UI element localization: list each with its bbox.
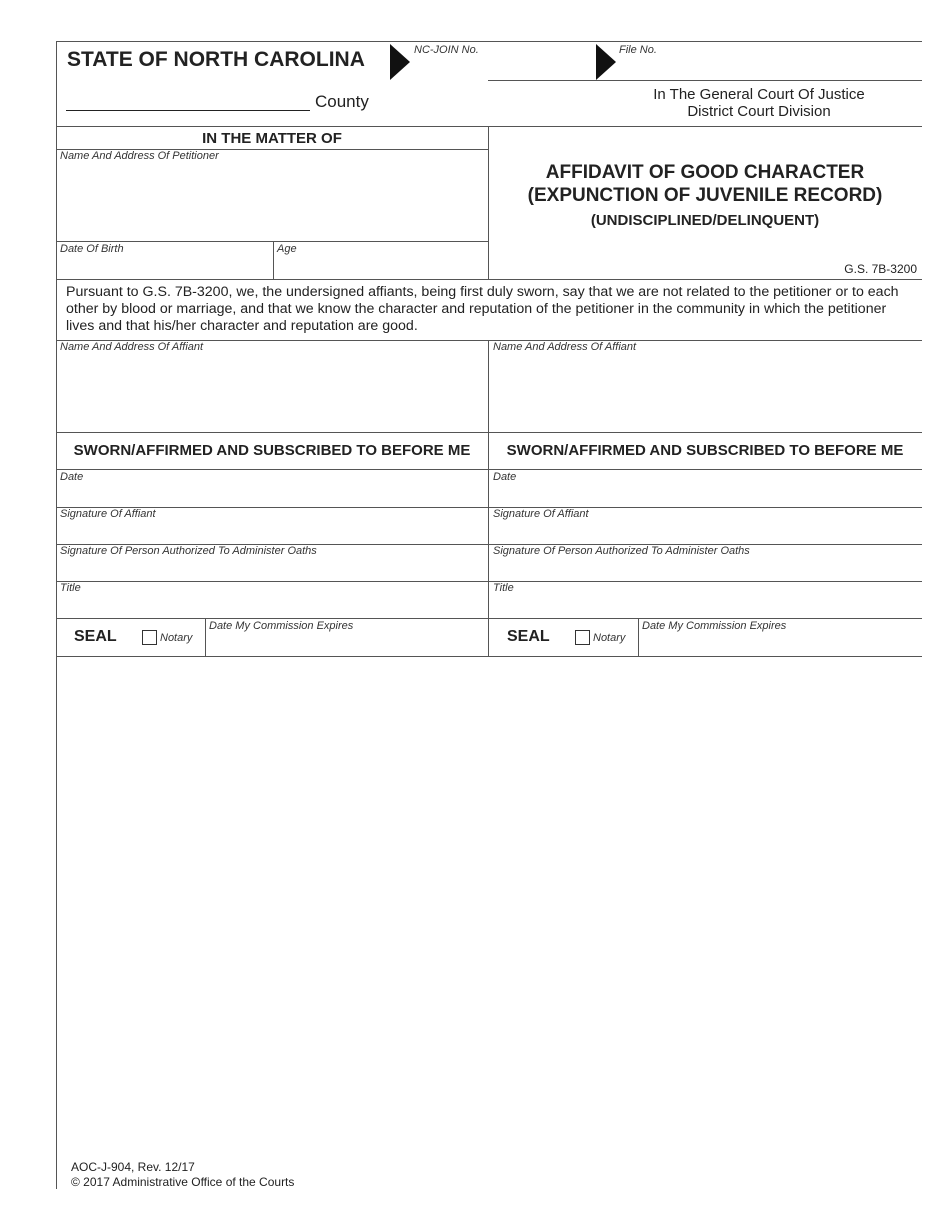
file-no-label: File No. — [619, 44, 657, 56]
date-bottom-line — [56, 507, 922, 508]
title-bottom-line — [56, 618, 922, 619]
county-label: County — [315, 92, 369, 111]
official-signature-bottom-line — [56, 581, 922, 582]
state-title: STATE OF NORTH CAROLINA — [67, 48, 365, 71]
dob-age-divider — [273, 241, 274, 279]
header-divider-right — [488, 80, 922, 81]
affiant-2-sworn-heading: SWORN/AFFIRMED AND SUBSCRIBED TO BEFORE ME — [506, 442, 904, 459]
county-input-line[interactable] — [66, 94, 310, 111]
dob-label: Date Of Birth — [60, 243, 124, 255]
affiant-1-sworn-heading: SWORN/AFFIRMED AND SUBSCRIBED TO BEFORE ME — [73, 442, 471, 459]
nc-join-label: NC-JOIN No. — [414, 44, 479, 56]
affiant-name-bottom-line — [56, 432, 922, 433]
statute-reference: G.S. 7B-3200 — [844, 262, 917, 276]
affiant-1-notary-checkbox[interactable] — [142, 630, 157, 645]
affiant-1-notary-label: Notary — [160, 632, 193, 644]
seal-divider-left — [205, 618, 206, 656]
left-border — [56, 41, 57, 1189]
affidavit-statement: Pursuant to G.S. 7B-3200, we, the undersigned affiants, being first duly sworn, say that we are not related to the petitioner or to each other by blood or marriage, and that we know the character and reputation of the petitioner in the community in which the petitioner lives and that his/her character and reputation are good. — [66, 284, 899, 334]
header-bottom-line — [56, 126, 922, 127]
top-border — [56, 41, 922, 42]
affiant-2-date-field[interactable] — [491, 484, 919, 505]
affiant-2-signature-field[interactable] — [491, 521, 919, 542]
affiant-2-title-field[interactable] — [491, 595, 919, 616]
form-title-line-1: AFFIDAVIT OF GOOD CHARACTER — [545, 162, 865, 183]
nc-join-arrow-icon — [390, 44, 410, 80]
affiant-1-name-label: Name And Address Of Affiant — [60, 341, 204, 353]
affiant-1-official-signature-label: Signature Of Person Authorized To Administer Oaths — [60, 545, 317, 557]
matter-bottom-line — [56, 279, 922, 280]
affiant-1-date-label: Date — [60, 471, 84, 483]
court-line-1: In The General Court Of Justice — [653, 86, 865, 103]
affiant-1-seal-label: SEAL — [74, 628, 117, 645]
file-no-arrow-icon — [596, 44, 616, 80]
nc-join-field[interactable] — [412, 58, 592, 78]
affiant-1-name-field[interactable] — [58, 355, 486, 430]
affiant-1-title-field[interactable] — [58, 595, 486, 616]
affiant-2-name-label: Name And Address Of Affiant — [493, 341, 637, 353]
petitioner-field[interactable] — [58, 164, 486, 239]
copyright: © 2017 Administrative Office of the Courts — [71, 1175, 295, 1189]
affiant-2-date-label: Date — [493, 471, 517, 483]
petitioner-bottom-line — [56, 241, 488, 242]
age-field[interactable] — [276, 256, 486, 277]
affiant-2-title-label: Title — [493, 582, 514, 594]
affiant-2-notary-label: Notary — [593, 632, 626, 644]
seal-divider-right — [638, 618, 639, 656]
file-no-field[interactable] — [618, 58, 918, 78]
affiant-2-signature-label: Signature Of Affiant — [493, 508, 589, 520]
matter-heading: IN THE MATTER OF — [202, 130, 342, 147]
form-id: AOC-J-904, Rev. 12/17 — [71, 1160, 195, 1174]
seal-bottom-line — [56, 656, 922, 657]
sworn-heading-bottom-line — [56, 469, 922, 470]
age-label: Age — [277, 243, 297, 255]
affiant-2-seal-label: SEAL — [507, 628, 550, 645]
court-line-2: District Court Division — [687, 103, 831, 120]
affiant-1-commission-label: Date My Commission Expires — [209, 620, 354, 632]
affiant-1-signature-label: Signature Of Affiant — [60, 508, 156, 520]
affiant-1-commission-field[interactable] — [208, 634, 486, 654]
affiant-1-official-signature-field[interactable] — [58, 558, 486, 579]
affiant-1-signature-field[interactable] — [58, 521, 486, 542]
form-title-line-2: (EXPUNCTION OF JUVENILE RECORD) — [527, 185, 883, 206]
petitioner-label: Name And Address Of Petitioner — [60, 150, 219, 162]
affiant-2-commission-label: Date My Commission Expires — [642, 620, 787, 632]
affiant-2-official-signature-field[interactable] — [491, 558, 919, 579]
affiant-2-name-field[interactable] — [491, 355, 919, 430]
form-title-line-3: (UNDISCIPLINED/DELINQUENT) — [590, 212, 820, 229]
affiant-2-official-signature-label: Signature Of Person Authorized To Administer Oaths — [493, 545, 750, 557]
affiant-2-notary-checkbox[interactable] — [575, 630, 590, 645]
dob-field[interactable] — [58, 256, 270, 277]
affiant-1-date-field[interactable] — [58, 484, 486, 505]
affiant-2-commission-field[interactable] — [641, 634, 919, 654]
center-divider-bottom — [488, 340, 489, 656]
affiant-1-title-label: Title — [60, 582, 81, 594]
